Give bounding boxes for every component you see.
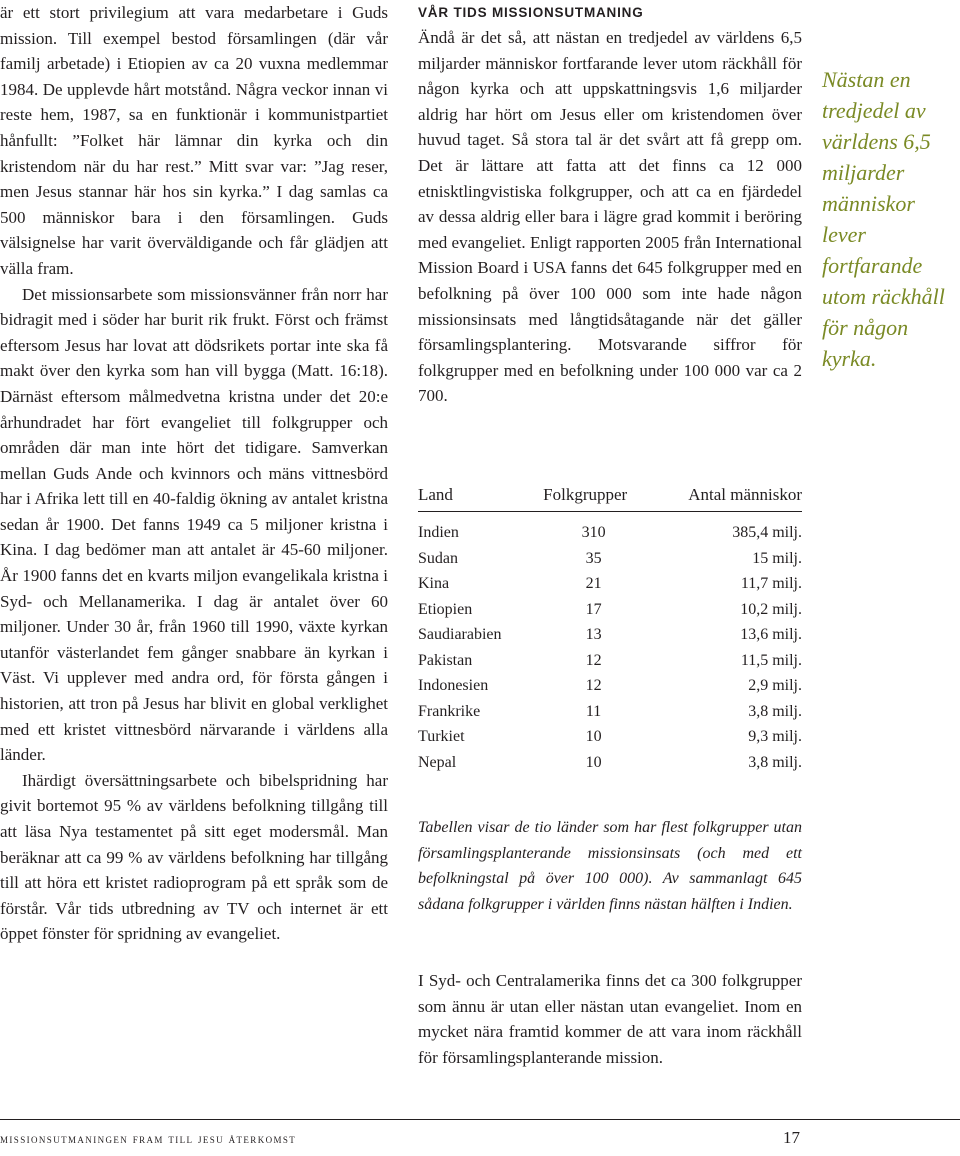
cell-groups: 17: [585, 600, 602, 618]
running-title: missionsutmaningen fram till jesu återkomst: [0, 1132, 297, 1146]
cell-country: Saudiarabien: [418, 626, 502, 643]
header-antal: Antal människor: [656, 485, 802, 512]
cell-groups: 10: [585, 753, 602, 771]
table-header-row: [418, 485, 802, 512]
cell-people: 3,8 milj.: [748, 753, 802, 771]
pull-quote: Nästan en tredjedel av världens 6,5 miljarder människor lever fortfarande utom räckhåll för någon kyrka.: [822, 67, 945, 371]
table-row: [418, 597, 802, 623]
footer-divider: [0, 1119, 960, 1120]
cell-groups: 35: [585, 549, 602, 567]
table-row: [418, 673, 802, 699]
cell-country: Kina: [418, 575, 450, 592]
cell-country: Turkiet: [418, 728, 465, 745]
cell-country: Indien: [418, 524, 459, 541]
cell-people: 3,8 milj.: [748, 702, 802, 720]
middle-column: [418, 0, 802, 409]
cell-people: 385,4 milj.: [732, 524, 802, 541]
cell-country: Etiopien: [418, 600, 473, 618]
cell-country: Frankrike: [418, 702, 481, 720]
table-row: [418, 546, 802, 572]
body-paragraph: Ihärdigt översättningsarbete och bibelspridning har givit bortemot 95 % av världens befolkning tillgång till att läsa Nya testamentet på sitt eget modersmål. Man beräknar att ca 99 % av världens befolkning har tillgång till att höra ett kristet radioprogram på ett språk som de förstår. Vår tids utbredning av TV och internet är ett öppet fönster för spridning av evangeliet.: [0, 770, 388, 944]
table-row: [418, 648, 802, 674]
cell-groups: 12: [585, 651, 602, 669]
cell-people: 15 milj.: [752, 549, 802, 567]
table-row: [418, 699, 802, 725]
cell-people: 2,9 milj.: [748, 677, 802, 694]
cell-people: 10,2 milj.: [740, 600, 802, 618]
cell-people: 11,5 milj.: [740, 651, 802, 669]
cell-people: 13,6 milj.: [740, 626, 802, 643]
table-row: [418, 750, 802, 776]
cell-groups: 13: [585, 626, 602, 643]
cell-groups: 11: [585, 702, 602, 720]
cell-people: 11,7 milj.: [740, 575, 802, 592]
table-row: [418, 571, 802, 597]
cell-country: Sudan: [418, 549, 458, 567]
cell-groups: 10: [585, 728, 602, 745]
body-paragraph: Det missionsarbete som missionsvänner från norr har bidragit med i söder har burit rik frukt. Först och främst eftersom Jesus har lovat att dödsrikets portar inte ska få makt över den kyrka som han vill bygga (Matt. 16:18). Därnäst eftersom målmedvetna kristna under det 20:e århundradet har fört evangeliet till folkgrupper och områden där man inte hört det tidigare. Samverkan mellan Guds Ande och kvinnors och mäns vittnesbörd har i Afrika lett till en 40-faldig ökning av antalet kristna sedan år 1900. Det fanns 1949 ca 5 miljoner kristna i Kina. I dag bedömer man att antalet är 45-60 miljoner. År 1900 fanns det en kvarts miljon evangelikala kristna i Syd- och Mellanamerika. I dag är antalet över 60 miljoner. Under 30 år, från 1960 till 1990, växte kyrkan utanför västerlandet fem gånger snabbare än kyrkan i Väst. Vi upplever med andra ord, för första gången i historien, att tron på Jesus har blivit en global verklighet med ett kristet vittnesbörd närvarande i världens alla länder.: [0, 284, 388, 765]
cell-groups: 12: [585, 677, 602, 694]
body-paragraph: är ett stort privilegium att vara medarbetare i Guds mission. Till exempel bestod församlingen (där vår familj arbetade) i Etiopien av ca 20 vuxna medlemmar 1984. De upplevde hårt motstånd. Några veckor innan vi reste hem, 1987, sa en funktionär i kommunistpartiet hånfullt: ”Folket här lämnar din kyrka och din kristendom när du har rest.” Mitt svar var: ”Jag reser, men Jesus stannar här hos sin kyrka.” I dag samlas ca 500 människor bara i den församlingen. Guds välsignelse har varit överväldigande och får glädjen att välla fram.: [0, 3, 388, 278]
cell-groups: 310: [581, 524, 606, 541]
table-caption: Tabellen visar de tio länder som har flest folkgrupper utan församlingsplanterande missionsinsats (och med ett befolkningstal på över 100 000). Av sammanlagt 645 sådana folkgrupper i världen finns nästan hälften i Indien.: [418, 819, 802, 913]
closing-paragraph: I Syd- och Centralamerika finns det ca 300 folkgrupper som ännu är utan eller nästan utan evangeliet. Inom en mycket nära framtid kommer de att vara inom räckhåll för församlingsplanterande mission.: [418, 971, 802, 1067]
header-land: Land: [418, 485, 525, 512]
section-body: Ändå är det så, att nästan en tredjedel av världens 6,5 miljarder människor fortfarande lever utom räckhåll för någon kyrka och att uppskattningsvis 1,6 miljarder aldrig har hört om Jesus eller om kristendomen över huvud taget. Så stora tal är det svårt att få grepp om. Det är lättare att fatta att det finns ca 12 000 etnisktlingvistiska folkgrupper, och att ca en fjärdedel av dessa aldrig eller bara i lägre grad kommit i beröring med evangeliet. Enligt rapporten 2005 från International Mission Board i USA fanns det 645 folkgrupper med en befolkning på över 100 000 som inte hade någon missionsinsats med långtidsåtagande när det gäller församlingsplantering. Motsvarande siffror för folkgrupper med en befolkning under 100 000 var ca 2 700.: [418, 28, 802, 406]
folkgrupper-table: [418, 485, 802, 775]
cell-people: 9,3 milj.: [748, 728, 802, 745]
cell-country: Indonesien: [418, 677, 489, 694]
table-row: [418, 512, 802, 546]
header-folkgrupper: Folkgrupper: [525, 485, 656, 512]
cell-country: Nepal: [418, 753, 457, 771]
table-row: [418, 724, 802, 750]
table-row: [418, 622, 802, 648]
cell-groups: 21: [585, 575, 602, 592]
cell-country: Pakistan: [418, 651, 473, 669]
page-number: 17: [783, 1128, 800, 1147]
left-column: [0, 0, 388, 947]
section-heading: VÅR TIDS MISSIONSUTMANING: [418, 5, 644, 20]
